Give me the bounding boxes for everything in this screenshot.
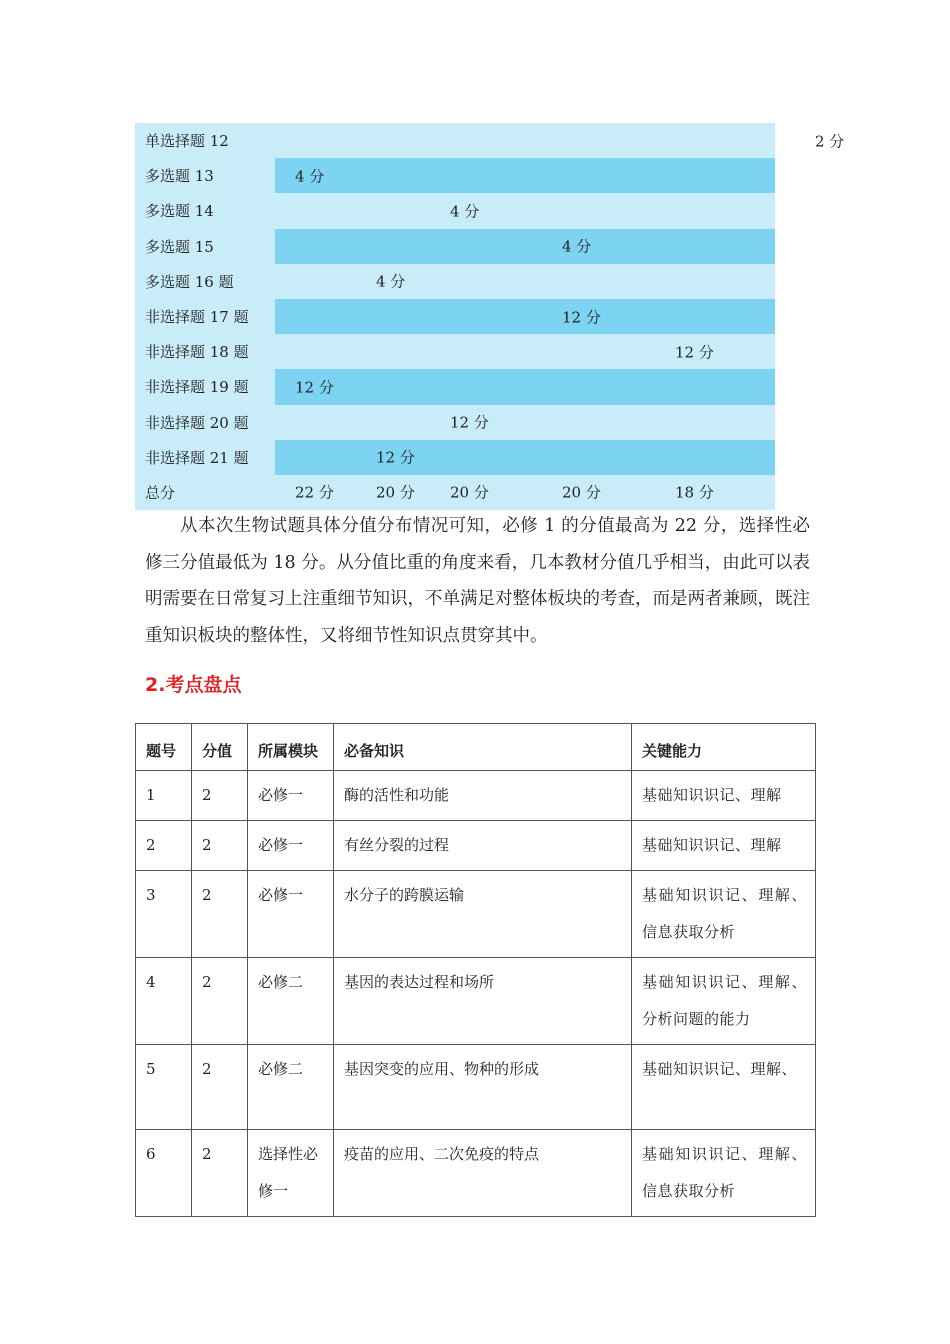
cell-module: 必修二 (248, 958, 334, 1045)
header-score: 分值 (192, 724, 248, 771)
cell-knowledge: 酶的活性和功能 (334, 771, 632, 821)
question-label: 多选题 14 (135, 193, 275, 228)
cell-question-no: 6 (136, 1130, 192, 1217)
cell-question-no: 4 (136, 958, 192, 1045)
score-value: 12 分 (376, 448, 415, 467)
cell-score: 2 (192, 771, 248, 821)
table-row (136, 771, 816, 821)
table-row (136, 1045, 816, 1130)
cell-module: 必修一 (248, 771, 334, 821)
cell-question-no: 3 (136, 871, 192, 958)
cell-score: 2 (192, 958, 248, 1045)
header-ability: 关键能力 (632, 724, 816, 771)
table-header-row (136, 724, 816, 771)
distribution-row (135, 440, 775, 475)
cell-knowledge: 水分子的跨膜运输 (334, 871, 632, 958)
cell-ability: 基础知识识记、理解 (632, 821, 816, 871)
question-label: 非选择题 19 题 (135, 369, 275, 404)
header-knowledge: 必备知识 (334, 724, 632, 771)
knowledge-points-table (135, 723, 816, 1217)
score-value: 12 分 (295, 378, 334, 397)
cell-module: 必修一 (248, 871, 334, 958)
total-row (135, 475, 775, 510)
cell-knowledge: 有丝分裂的过程 (334, 821, 632, 871)
distribution-row (135, 264, 775, 299)
question-label: 非选择题 18 题 (135, 334, 275, 369)
distribution-row (135, 334, 775, 369)
total-value: 20 分 (450, 483, 489, 502)
table-row (136, 958, 816, 1045)
question-label: 多选题 15 (135, 229, 275, 264)
distribution-row (135, 405, 775, 440)
question-label: 多选题 13 (135, 158, 275, 193)
total-value: 18 分 (675, 483, 714, 502)
question-label: 非选择题 20 题 (135, 405, 275, 440)
header-module: 所属模块 (248, 724, 334, 771)
distribution-row (135, 193, 775, 228)
score-value: 4 分 (450, 202, 480, 221)
score-value: 4 分 (376, 272, 406, 291)
question-label: 单选择题 12 (135, 123, 275, 158)
table-row (136, 1130, 816, 1217)
cell-ability: 基础知识识记、理解 (632, 771, 816, 821)
section-title: 2.考点盘点 (145, 674, 242, 696)
score-value: 2 分 (815, 132, 845, 151)
table-row (136, 821, 816, 871)
cell-question-no: 1 (136, 771, 192, 821)
distribution-row (135, 123, 775, 158)
cell-ability: 基础知识识记、理解、 (632, 1045, 816, 1130)
score-value: 12 分 (675, 343, 714, 362)
cell-ability: 基础知识识记、理解、信息获取分析 (632, 1130, 816, 1217)
header-question-no: 题号 (136, 724, 192, 771)
score-distribution-table (135, 123, 845, 510)
total-value: 22 分 (295, 483, 334, 502)
question-label: 非选择题 17 题 (135, 299, 275, 334)
distribution-row (135, 229, 775, 264)
score-value: 12 分 (562, 308, 601, 327)
cell-ability: 基础知识识记、理解、分析问题的能力 (632, 958, 816, 1045)
cell-module: 选择性必修一 (248, 1130, 334, 1217)
score-value: 4 分 (562, 237, 592, 256)
total-value: 20 分 (562, 483, 601, 502)
cell-knowledge: 疫苗的应用、二次免疫的特点 (334, 1130, 632, 1217)
cell-question-no: 2 (136, 821, 192, 871)
cell-ability: 基础知识识记、理解、信息获取分析 (632, 871, 816, 958)
cell-question-no: 5 (136, 1045, 192, 1130)
analysis-paragraph: 从本次生物试题具体分值分布情况可知，必修 1 的分值最高为 22 分，选择性必修三分值最低为 18 分。从分值比重的角度来看，几本教材分值几乎相当，由此可以表明需要在日常复习上注重细节知识，不单满足对整体板块的考查，而是两者兼顾，既注重知识板块的整体性，又将细节性知识点贯穿其中。 (145, 516, 810, 646)
total-value: 20 分 (376, 483, 415, 502)
cell-module: 必修一 (248, 821, 334, 871)
table-row (136, 871, 816, 958)
cell-score: 2 (192, 1045, 248, 1130)
score-value: 12 分 (450, 413, 489, 432)
question-label: 多选题 16 题 (135, 264, 275, 299)
cell-knowledge: 基因突变的应用、物种的形成 (334, 1045, 632, 1130)
distribution-row (135, 369, 775, 404)
total-label: 总分 (135, 475, 275, 510)
cell-knowledge: 基因的表达过程和场所 (334, 958, 632, 1045)
distribution-row (135, 158, 775, 193)
cell-module: 必修二 (248, 1045, 334, 1130)
question-label: 非选择题 21 题 (135, 440, 275, 475)
cell-score: 2 (192, 821, 248, 871)
score-value: 4 分 (295, 167, 325, 186)
distribution-row (135, 299, 775, 334)
cell-score: 2 (192, 871, 248, 958)
cell-score: 2 (192, 1130, 248, 1217)
